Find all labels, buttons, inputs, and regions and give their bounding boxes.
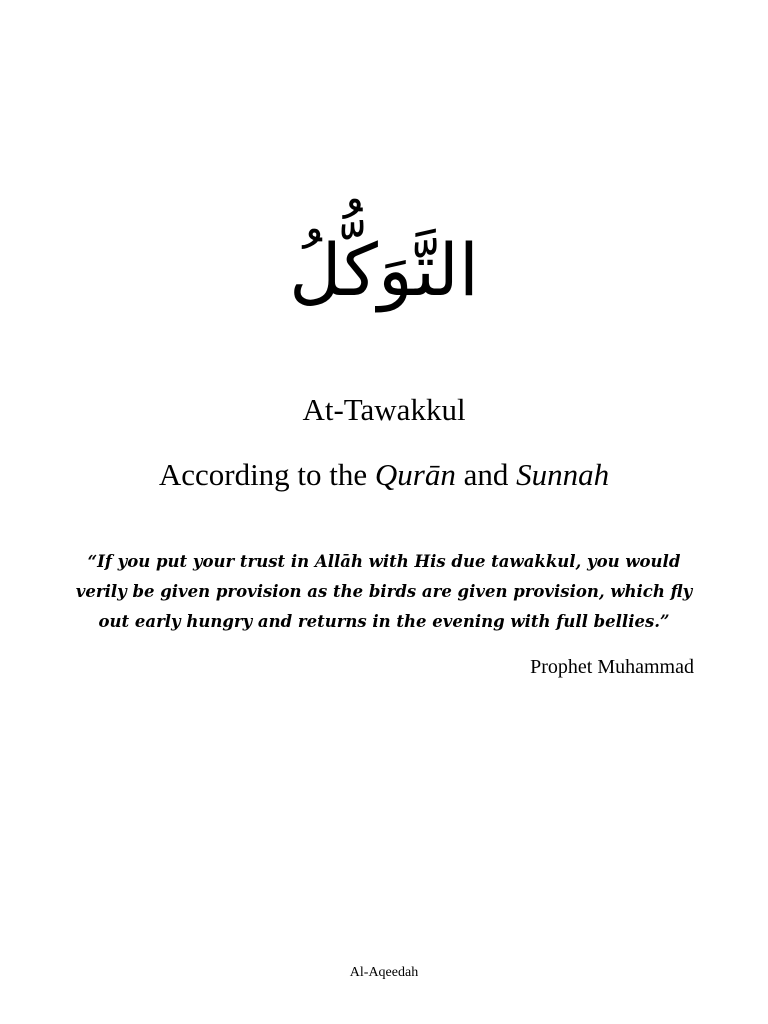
quote-line: out early hungry and returns in the evening with full bellies.” bbox=[98, 612, 670, 631]
quote-attribution: Prophet Muhammad bbox=[530, 656, 694, 678]
page-footer: Al-Aqeedah bbox=[349, 965, 419, 980]
quote-line: “If you put your trust in Allāh with His due tawakkul, you would bbox=[87, 552, 681, 571]
hadith-quote bbox=[70, 547, 698, 637]
subtitle-middle: and bbox=[455, 457, 517, 492]
subtitle-sunnah: Sunnah bbox=[516, 457, 610, 492]
arabic-title: التَّوَكُّلُ bbox=[289, 228, 479, 312]
subtitle-quran: Qurān bbox=[374, 457, 456, 492]
page-subtitle bbox=[0, 453, 768, 497]
page-title: At-Tawakkul bbox=[302, 392, 466, 427]
subtitle-prefix: According to the bbox=[158, 457, 375, 492]
quote-line: verily be given provision as the birds are given provision, which fly bbox=[75, 582, 693, 601]
